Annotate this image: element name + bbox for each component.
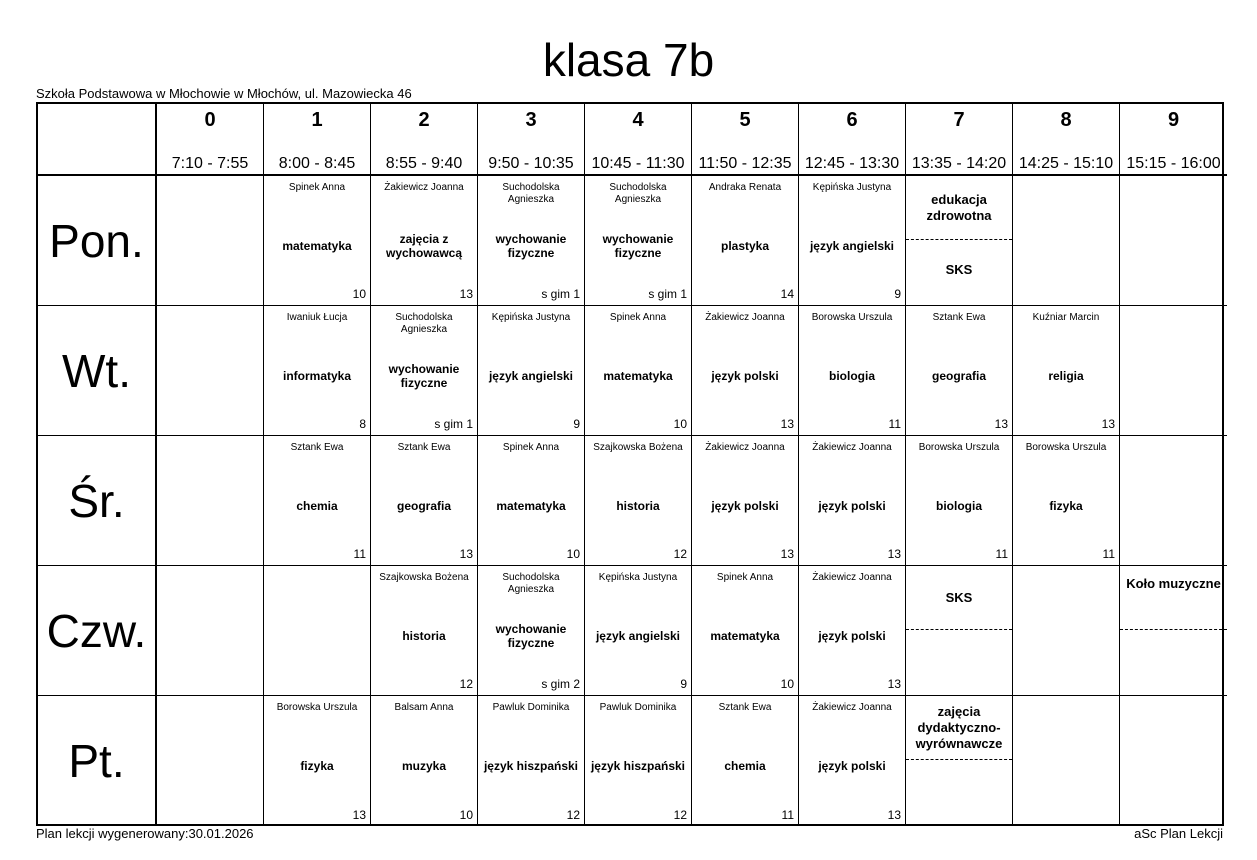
period-header: [1013, 104, 1120, 176]
lesson-room: 12: [673, 808, 687, 822]
lesson-teacher: Kępińska Justyna: [598, 572, 678, 583]
period-header: [371, 104, 478, 176]
lesson-teacher: Suchodolska Agnieszka: [502, 572, 560, 595]
empty-cell: [1120, 696, 1227, 826]
period-time: 10:45 - 11:30: [591, 155, 685, 172]
lesson-room: s gim 1: [434, 417, 473, 431]
lesson-room: 10: [459, 808, 473, 822]
lesson-teacher: Spinek Anna: [609, 312, 667, 323]
day-label-cell: [38, 566, 157, 696]
lesson-room: 13: [887, 808, 901, 822]
lesson-room: 8: [359, 417, 366, 431]
lesson-subject: biologia: [936, 499, 982, 513]
lesson-cell: [692, 566, 799, 696]
lesson-room: s gim 1: [648, 287, 687, 301]
lesson-subject: muzyka: [401, 759, 447, 773]
app-name: aSc Plan Lekcji: [1134, 826, 1223, 841]
period-header: [585, 104, 692, 176]
lesson-teacher: Suchodolska Agnieszka: [502, 182, 560, 205]
period-time: 13:35 - 14:20: [911, 155, 1007, 172]
lesson-teacher: Borowska Urszula: [1025, 442, 1107, 453]
lesson-teacher: Żakiewicz Joanna: [812, 442, 892, 453]
lesson-subject: historia: [616, 499, 660, 513]
lesson-cell: [264, 436, 371, 566]
lesson-teacher: Kępińska Justyna: [491, 312, 571, 323]
period-number: 6: [846, 109, 858, 131]
lesson-teacher: Suchodolska Agnieszka: [395, 312, 453, 335]
lesson-room: s gim 1: [541, 287, 580, 301]
lesson-cell: [478, 696, 585, 826]
period-number: 0: [204, 109, 216, 131]
period-header: [478, 104, 585, 176]
lesson-room: 13: [994, 417, 1008, 431]
lesson-cell: [799, 436, 906, 566]
lesson-cell: [264, 176, 371, 306]
lesson-teacher: Pawluk Dominika: [492, 702, 570, 713]
lesson-subject: geografia: [396, 499, 451, 513]
lesson-cell: [478, 436, 585, 566]
lesson-room: 10: [780, 677, 794, 691]
period-number: 7: [953, 109, 965, 131]
lesson-teacher: Suchodolska Agnieszka: [609, 182, 667, 205]
lesson-cell: [371, 176, 478, 306]
empty-cell: [1120, 306, 1227, 436]
lesson-cell: [799, 566, 906, 696]
period-number: 4: [632, 109, 644, 131]
lesson-room: 9: [680, 677, 687, 691]
day-label-cell: [38, 696, 157, 826]
lesson-teacher: Kępińska Justyna: [812, 182, 892, 193]
lesson-cell: [371, 696, 478, 826]
lesson-room: 11: [353, 547, 366, 561]
lesson-teacher: Spinek Anna: [502, 442, 560, 453]
lesson-cell: [264, 306, 371, 436]
lesson-subject: edukacja zdrowotna: [926, 191, 992, 223]
lesson-room: 13: [887, 677, 901, 691]
period-header: [157, 104, 264, 176]
lesson-room: 12: [459, 677, 473, 691]
lesson-cell: [799, 696, 906, 826]
lesson-subject: język angielski: [809, 239, 895, 253]
lesson-cell: [906, 306, 1013, 436]
lesson-cell: [692, 176, 799, 306]
lesson-teacher: Sztank Ewa: [397, 442, 451, 453]
lesson-subject: wychowanie fizyczne: [495, 622, 567, 650]
lesson-teacher: Kuźniar Marcin: [1032, 312, 1100, 323]
period-number: 1: [311, 109, 323, 131]
lesson-teacher: Pawluk Dominika: [599, 702, 677, 713]
lesson-teacher: Balsam Anna: [394, 702, 454, 713]
lesson-cell: [692, 436, 799, 566]
lesson-cell: [585, 306, 692, 436]
lesson-cell: [585, 696, 692, 826]
lesson-teacher: Sztank Ewa: [718, 702, 772, 713]
lesson-room: 10: [673, 417, 687, 431]
lesson-cell: [799, 306, 906, 436]
day-label: Czw.: [46, 604, 147, 657]
period-number: 8: [1060, 109, 1072, 131]
corner-cell: [38, 104, 157, 176]
period-time: 12:45 - 13:30: [804, 155, 900, 172]
period-header: [906, 104, 1013, 176]
lesson-cell: [906, 696, 1013, 826]
empty-cell: [1013, 176, 1120, 306]
lesson-subject: matematyka: [496, 499, 566, 513]
lesson-subject: język angielski: [595, 629, 681, 643]
lesson-teacher: Borowska Urszula: [918, 442, 1000, 453]
lesson-cell: [264, 696, 371, 826]
day-label: Pon.: [49, 214, 144, 267]
lesson-subject: wychowanie fizyczne: [602, 232, 674, 260]
lesson-subject: język polski: [818, 629, 886, 643]
lesson-room: 13: [459, 547, 473, 561]
period-header: [264, 104, 371, 176]
lesson-cell: [906, 176, 1013, 306]
lesson-teacher: Sztank Ewa: [290, 442, 344, 453]
lesson-subject: chemia: [296, 499, 338, 513]
empty-cell: [1120, 436, 1227, 566]
lesson-cell: [799, 176, 906, 306]
lesson-room: 13: [459, 287, 473, 301]
lesson-teacher: Żakiewicz Joanna: [705, 312, 785, 323]
period-number: 9: [1167, 109, 1180, 131]
lesson-cell: [478, 176, 585, 306]
lesson-subject: język polski: [711, 499, 779, 513]
lesson-cell: [371, 566, 478, 696]
lesson-room: 11: [888, 417, 901, 431]
lesson-teacher: Spinek Anna: [716, 572, 774, 583]
lesson-subject: biologia: [829, 369, 875, 383]
lesson-teacher: Andraka Renata: [708, 182, 782, 193]
lesson-subject: informatyka: [282, 369, 352, 383]
lesson-teacher: Sztank Ewa: [932, 312, 986, 323]
lesson-teacher: Szajkowska Bożena: [593, 442, 683, 453]
lesson-subject: język polski: [818, 499, 886, 513]
lesson-cell: [692, 306, 799, 436]
lesson-bottom-half: [906, 760, 1012, 826]
lesson-room: 13: [352, 808, 366, 822]
lesson-room: 10: [566, 547, 580, 561]
lesson-subject: fizyka: [300, 759, 334, 773]
lesson-subject: matematyka: [282, 239, 352, 253]
lesson-room: 11: [1102, 547, 1115, 561]
empty-cell: [157, 696, 264, 826]
lesson-room: 12: [673, 547, 687, 561]
lesson-subject: SKS: [945, 262, 973, 277]
lesson-top-half: [906, 566, 1012, 630]
lesson-cell: [585, 176, 692, 306]
lesson-subject: wychowanie fizyczne: [495, 232, 567, 260]
lesson-top-half: [906, 176, 1012, 240]
lesson-cell: [906, 436, 1013, 566]
period-header: [1120, 104, 1227, 176]
day-label-cell: [38, 436, 157, 566]
lesson-cell: [371, 306, 478, 436]
period-time: 8:00 - 8:45: [278, 155, 356, 172]
day-label-cell: [38, 306, 157, 436]
lesson-subject: język polski: [818, 759, 886, 773]
empty-cell: [1120, 176, 1227, 306]
lesson-subject: historia: [402, 629, 446, 643]
lesson-subject: fizyka: [1049, 499, 1083, 513]
lesson-subject: chemia: [724, 759, 766, 773]
lesson-teacher: Żakiewicz Joanna: [812, 572, 892, 583]
lesson-subject: zajęcia z wychowawcą: [385, 232, 463, 260]
lesson-cell: [1120, 566, 1227, 696]
lesson-teacher: Borowska Urszula: [276, 702, 358, 713]
lesson-room: s gim 2: [541, 677, 580, 691]
day-label: Wt.: [62, 344, 131, 397]
lesson-teacher: Żakiewicz Joanna: [812, 702, 892, 713]
period-time: 11:50 - 12:35: [698, 155, 792, 172]
lesson-room: 11: [781, 808, 794, 822]
lesson-subject: wychowanie fizyczne: [388, 362, 460, 390]
generated-date: Plan lekcji wygenerowany:30.01.2026: [36, 826, 254, 841]
day-label: Śr.: [68, 474, 125, 527]
lesson-room: 9: [573, 417, 580, 431]
lesson-subject: SKS: [945, 589, 973, 605]
empty-cell: [157, 306, 264, 436]
lesson-subject: matematyka: [603, 369, 673, 383]
lesson-room: 13: [887, 547, 901, 561]
lesson-cell: [478, 306, 585, 436]
lesson-subject: język hiszpański: [483, 759, 579, 773]
lesson-teacher: Szajkowska Bożena: [379, 572, 469, 583]
period-time: 14:25 - 15:10: [1018, 155, 1114, 172]
lesson-teacher: Borowska Urszula: [811, 312, 893, 323]
lesson-room: 13: [780, 547, 794, 561]
lesson-room: 13: [780, 417, 794, 431]
lesson-bottom-half: [906, 630, 1012, 695]
empty-cell: [157, 176, 264, 306]
period-header: [799, 104, 906, 176]
timetable-grid: [36, 102, 1224, 826]
lesson-teacher: Żakiewicz Joanna: [705, 442, 785, 453]
lesson-teacher: Spinek Anna: [288, 182, 346, 193]
period-number: 2: [418, 109, 430, 131]
period-header: [692, 104, 799, 176]
lesson-cell: [1013, 436, 1120, 566]
empty-cell: [264, 566, 371, 696]
lesson-bottom-half: [1120, 630, 1227, 695]
lesson-cell: [906, 566, 1013, 696]
period-time: 9:50 - 10:35: [488, 155, 574, 172]
lesson-cell: [692, 696, 799, 826]
lesson-room: 13: [1101, 417, 1115, 431]
lesson-cell: [585, 436, 692, 566]
day-label-cell: [38, 176, 157, 306]
lesson-teacher: Iwaniuk Łucja: [286, 312, 348, 323]
period-time: 15:15 - 16:00: [1126, 155, 1221, 172]
lesson-subject: geografia: [931, 369, 986, 383]
lesson-subject: Koło muzyczne: [1126, 576, 1221, 591]
day-label: Pt.: [68, 735, 125, 787]
lesson-room: 9: [894, 287, 901, 301]
lesson-subject: język angielski: [488, 369, 574, 383]
lesson-subject: plastyka: [720, 239, 770, 253]
lesson-room: 10: [352, 287, 366, 301]
page-title: klasa 7b: [542, 34, 715, 86]
lesson-subject: język polski: [711, 369, 779, 383]
lesson-teacher: Żakiewicz Joanna: [384, 182, 464, 193]
lesson-subject: religia: [1048, 369, 1084, 383]
lesson-subject: zajęcia dydaktyczno-wyrównawcze: [915, 703, 1003, 751]
lesson-top-half: [1120, 566, 1227, 630]
lesson-cell: [1013, 306, 1120, 436]
empty-cell: [157, 436, 264, 566]
empty-cell: [1013, 696, 1120, 826]
period-number: 5: [739, 109, 751, 131]
period-number: 3: [525, 109, 537, 131]
lesson-bottom-half: [906, 240, 1012, 305]
empty-cell: [1013, 566, 1120, 696]
school-name: Szkoła Podstawowa w Młochowie w Młochów, ul. Mazowiecka 46: [36, 86, 412, 101]
lesson-cell: [478, 566, 585, 696]
period-time: 7:10 - 7:55: [171, 155, 249, 172]
period-time: 8:55 - 9:40: [385, 155, 463, 172]
lesson-top-half: [906, 696, 1012, 760]
lesson-room: 14: [780, 287, 794, 301]
lesson-subject: język hiszpański: [590, 759, 686, 773]
lesson-subject: matematyka: [710, 629, 780, 643]
lesson-cell: [371, 436, 478, 566]
lesson-room: 12: [566, 808, 580, 822]
empty-cell: [157, 566, 264, 696]
lesson-cell: [585, 566, 692, 696]
lesson-room: 11: [995, 547, 1008, 561]
